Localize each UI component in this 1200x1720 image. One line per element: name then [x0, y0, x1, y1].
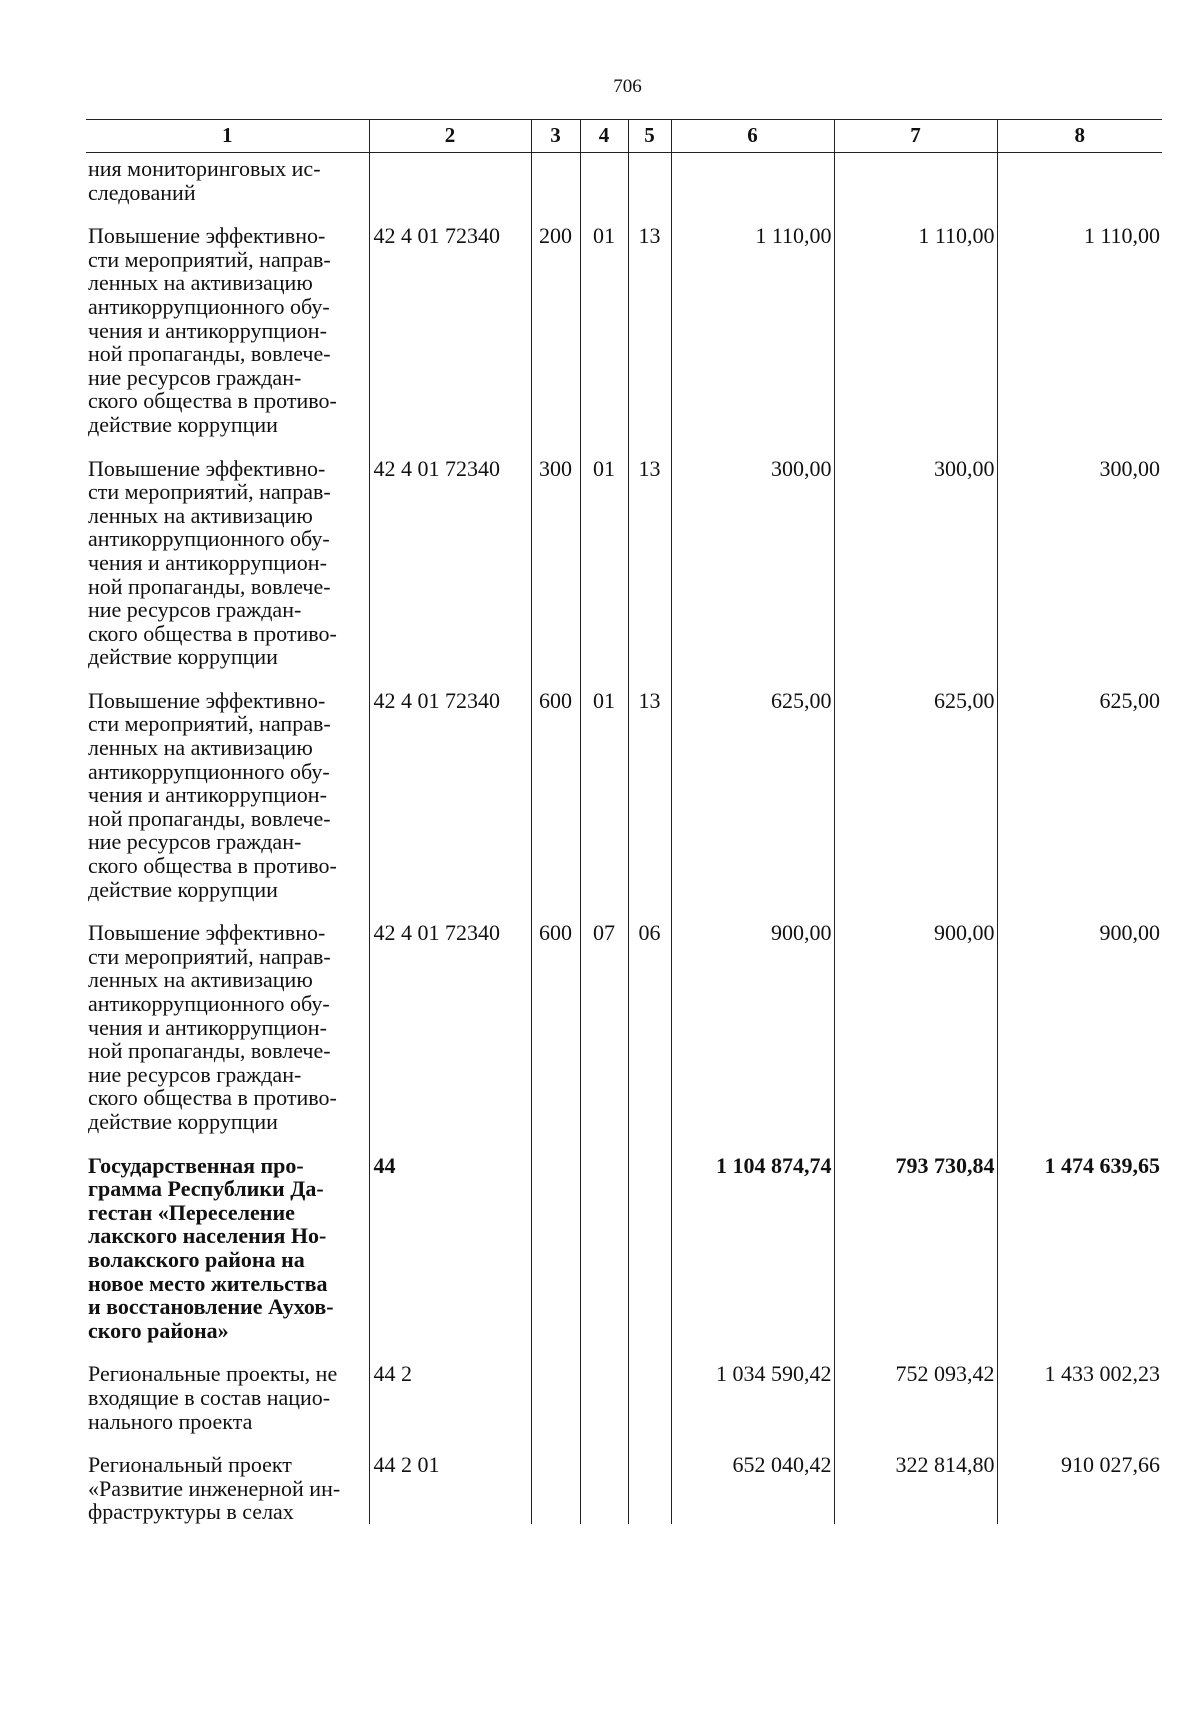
row-subsection-cell — [628, 153, 671, 221]
row-amount-year1-cell: 1 034 590,42 — [671, 1358, 834, 1449]
row-name-cell: Повышение эффективно- сти мероприятий, направ- ленных на активизацию антикоррупционного обу- чения и антикоррупцион- ной пропаганды, вовлече- ние ресурсов граждан- ского общества в противо- действие коррупции — [88, 455, 337, 670]
row-code-cell: 42 4 01 72340 — [369, 685, 531, 917]
row-subsection-cell: 06 — [628, 917, 671, 1149]
table-row — [86, 1150, 1162, 1359]
row-code-cell: 44 — [369, 1150, 531, 1359]
row-subsection-cell: 13 — [628, 220, 671, 452]
row-amount-year1-cell: 900,00 — [671, 917, 834, 1149]
row-section-cell — [580, 153, 628, 221]
col-header-6: 6 — [671, 120, 834, 153]
col-header-1: 1 — [86, 120, 369, 153]
col-header-4: 4 — [580, 120, 628, 153]
row-amount-year2-cell: 793 730,84 — [834, 1150, 997, 1359]
row-subsection-cell — [628, 1358, 671, 1449]
table-row — [86, 1358, 1162, 1449]
row-amount-year2-cell: 322 814,80 — [834, 1449, 997, 1524]
row-amount-year3-cell — [997, 153, 1162, 221]
col-header-7: 7 — [834, 120, 997, 153]
row-amount-year2-cell: 752 093,42 — [834, 1358, 997, 1449]
row-amount-year1-cell — [671, 153, 834, 221]
row-name-cell: ния мониторинговых ис- следований — [88, 156, 321, 205]
row-expense-type-cell — [531, 153, 580, 221]
row-section-cell: 07 — [580, 917, 628, 1149]
budget-table — [86, 119, 1162, 1524]
row-expense-type-cell: 200 — [531, 220, 580, 452]
col-header-8: 8 — [997, 120, 1162, 153]
row-code-cell: 42 4 01 72340 — [369, 220, 531, 452]
row-name-cell: Региональный проект «Развитие инженерной ин- фраструктуры в селах — [88, 1452, 341, 1525]
row-amount-year3-cell: 900,00 — [997, 917, 1162, 1149]
row-name-cell: Региональные проекты, не входящие в состав нацио- нального проекта — [88, 1361, 338, 1434]
row-subsection-cell: 13 — [628, 453, 671, 685]
row-expense-type-cell: 600 — [531, 917, 580, 1149]
row-amount-year1-cell: 1 110,00 — [671, 220, 834, 452]
row-expense-type-cell — [531, 1358, 580, 1449]
row-name-cell: Повышение эффективно- сти мероприятий, направ- ленных на активизацию антикоррупционного обу- чения и антикоррупцион- ной пропаганды, вовлече- ние ресурсов граждан- ского общества в противо- действие коррупции — [88, 223, 337, 437]
row-amount-year1-cell: 1 104 874,74 — [671, 1150, 834, 1359]
row-expense-type-cell: 300 — [531, 453, 580, 685]
row-section-cell: 01 — [580, 453, 628, 685]
row-amount-year3-cell: 300,00 — [997, 453, 1162, 685]
row-amount-year3-cell: 625,00 — [997, 685, 1162, 917]
table-row — [86, 685, 1162, 917]
row-code-cell — [369, 153, 531, 221]
col-header-5: 5 — [628, 120, 671, 153]
row-amount-year3-cell: 1 110,00 — [997, 220, 1162, 452]
table-row — [86, 1449, 1162, 1524]
row-amount-year3-cell: 1 433 002,23 — [997, 1358, 1162, 1449]
row-amount-year1-cell: 300,00 — [671, 453, 834, 685]
row-amount-year2-cell: 1 110,00 — [834, 220, 997, 452]
row-amount-year1-cell: 652 040,42 — [671, 1449, 834, 1524]
row-code-cell: 42 4 01 72340 — [369, 917, 531, 1149]
row-section-cell — [580, 1449, 628, 1524]
row-expense-type-cell — [531, 1449, 580, 1524]
table-row — [86, 220, 1162, 452]
row-amount-year2-cell: 300,00 — [834, 453, 997, 685]
row-amount-year3-cell: 1 474 639,65 — [997, 1150, 1162, 1359]
row-section-cell — [580, 1358, 628, 1449]
row-amount-year2-cell: 625,00 — [834, 685, 997, 917]
row-subsection-cell: 13 — [628, 685, 671, 917]
row-name-cell: Повышение эффективно- сти мероприятий, направ- ленных на активизацию антикоррупционного обу- чения и антикоррупцион- ной пропаганды, вовлече- ние ресурсов граждан- ского общества в противо- действие коррупции — [88, 920, 337, 1134]
table-row — [86, 917, 1162, 1149]
row-amount-year3-cell: 910 027,66 — [997, 1449, 1162, 1524]
row-code-cell: 42 4 01 72340 — [369, 453, 531, 685]
table-row — [86, 153, 1162, 221]
row-code-cell: 44 2 01 — [369, 1449, 531, 1524]
row-expense-type-cell — [531, 1150, 580, 1359]
row-expense-type-cell: 600 — [531, 685, 580, 917]
row-name-cell: Государственная про- грамма Республики Да- гестан «Переселение лакского населения Но- волакского района на новое место жительства и восстановление Аухов- ского района» — [88, 1152, 334, 1343]
row-subsection-cell — [628, 1150, 671, 1359]
page-number: 706 — [613, 76, 642, 97]
row-section-cell: 01 — [580, 685, 628, 917]
col-header-3: 3 — [531, 120, 580, 153]
header-row — [86, 120, 1162, 153]
row-name-cell: Повышение эффективно- сти мероприятий, направ- ленных на активизацию антикоррупционного обу- чения и антикоррупцион- ной пропаганды, вовлече- ние ресурсов граждан- ского общества в противо- действие коррупции — [88, 687, 337, 902]
row-section-cell — [580, 1150, 628, 1359]
row-amount-year2-cell — [834, 153, 997, 221]
row-amount-year2-cell: 900,00 — [834, 917, 997, 1149]
row-section-cell: 01 — [580, 220, 628, 452]
row-amount-year1-cell: 625,00 — [671, 685, 834, 917]
table-body — [86, 153, 1162, 1524]
row-code-cell: 44 2 — [369, 1358, 531, 1449]
row-subsection-cell — [628, 1449, 671, 1524]
table-row — [86, 453, 1162, 685]
col-header-2: 2 — [369, 120, 531, 153]
